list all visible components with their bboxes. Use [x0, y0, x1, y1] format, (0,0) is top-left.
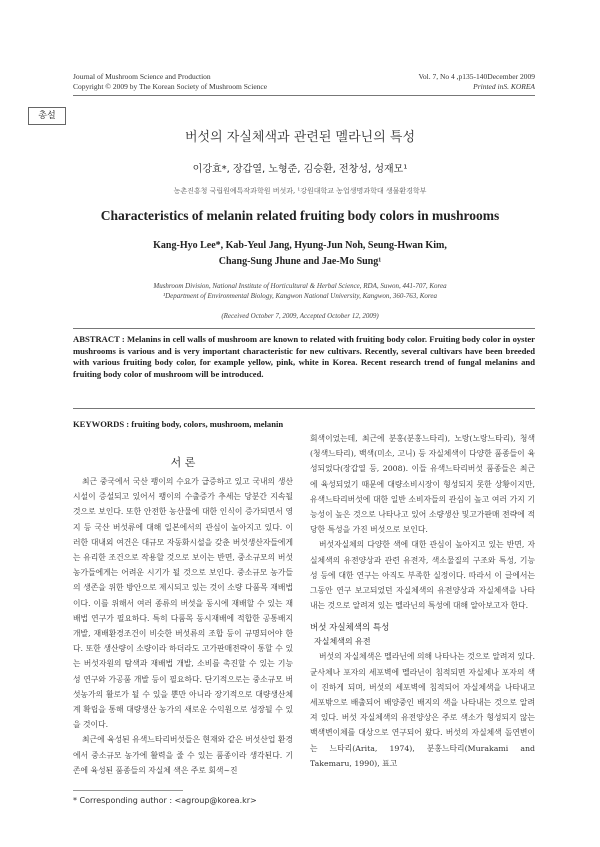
authors-english-line-1: Kang-Hyo Lee*, Kab-Yeul Jang, Hyung-Jun Noh, Seung-Hwan Kim, — [153, 240, 447, 251]
right-paragraph: 버섯의 자실체색은 멜라닌에 의해 나타나는 것으로 알려져 있다. 균사체나 포자의 세포벽에 멜라닌이 침적되면 자실체나 포자의 색이 진하게 되며, 버섯의 세포벽에 침적되어 자실체색을 나타내고 세포밖으로 배출되어 배양중인 배지의 색을 나타내는 것으로 알려져 있다. 버섯 자실체색의 유전양상은 주로 색소가 형성되지 않는 백색변이체를 대상으로 연구되어 왔다. 버섯의 자실체색 돌연변이는 느타리(Arita, 1974), 분홍느타리(Murakami and Takemaru, 1990), 표고 — [310, 652, 535, 768]
section-heading: 버섯 자실체색의 특성 — [310, 623, 390, 634]
authors-english — [0, 238, 600, 270]
title-english: Characteristics of melanin related fruiting body colors in mushrooms — [100, 208, 500, 223]
printed-line: Printed inS. KOREA — [473, 82, 535, 91]
abstract-bottom-rule — [73, 408, 535, 409]
subsection-heading: 자실체색의 유전 — [314, 637, 371, 647]
right-paragraph: 버섯자실체의 다양한 색에 대한 관심이 높아지고 있는 반면, 자실체색의 유전양상과 관련 유전자, 색소물질의 구조와 특성, 기능성 등에 대한 연구는 아직도 부족한 실정이다. 따라서 이 글에서는 그동안 연구 보고되었던 자실체색의 유전양상과 자실체색을 나타내는 것으로 알려져 있는 멜라닌의 특성에 대해 알아보고자 한다. — [310, 540, 535, 611]
right-paragraph: 회색이었는데, 최근에 분홍(분홍느타리), 노랑(노랑느타리), 청색(청색느타리), 백색(미소, 고니) 등 자실체색이 다양한 품종들이 육성되었다(장갑열 등, 2008). 이들 유색느타리버섯 품종들은 최근에 육성되었기 때문에 대량소비시장이 형성되지 못한 상황이지만, 유색느타리버섯에 대한 일반 소비자들의 관심이 높고 여러 가지 기능성이 높은 것으로 나타나고 있어 소량생산 및고가판매 전략에 적당한 특성을 가진 버섯으로 보인다. — [310, 434, 535, 535]
abstract-top-rule — [73, 328, 535, 329]
title-korean: 버섯의 자실체색과 관련된 멜라닌의 특성 — [184, 130, 415, 145]
left-paragraph: 최근에 육성된 유색느타리버섯들은 현재와 같은 버섯산업 환경에서 중소규모 농가에 활력을 줄 수 있는 품종이라 생각된다. 기존에 육성된 품종들의 자실체 색은 주로 회색~진 — [73, 735, 293, 775]
volume-line: Vol. 7, No 4 ,p135-140December 2009 — [418, 72, 535, 81]
affiliation-english-line-1: Mushroom Division, National Institute of Horticultural & Herbal Science, RDA, Suwon, 441-707, Korea — [153, 282, 447, 290]
copyright-line: Copyright © 2009 by The Korean Society of Mushroom Science — [73, 82, 268, 91]
affiliation-english-line-2: ¹Department of Environmental Biology, Kangwon National University, Kangwon, 360-763, Korea — [163, 292, 437, 300]
article-type-badge: 총설 — [28, 107, 66, 125]
journal-name: Journal of Mushroom Science and Production — [73, 72, 211, 81]
affiliation-english — [0, 281, 600, 301]
left-paragraph: 최근 중국에서 국산 팽이의 수요가 급증하고 있고 국내의 생산시설이 증설되고 있어서 팽이의 수출증가 추세는 당분간 지속될 것으로 보인다. 또한 안전한 농산물에 대한 인식이 증가되면서 영지 등 국산 버섯류에 대해 일본에서의 관심이 높아지고 있다. 이러한 대내외 여건은 대규모 자동화시설을 갖춘 버섯생산자들에게는 유리한 조건으로 작용할 것으로 보이는 반면, 중소규모의 버섯농가들에게는 어려운 시기가 될 것으로 보인다. 중소규모 농가들의 생존을 위한 방안으로 제시되고 있는 것이 소량 다품목 재배법이다. 이를 위해서 여러 종류의 버섯을 동시에 재배할 수 있는 재배법 연구가 필요하다. 특히 다품목 동시재배에 적합한 공통배지 개발, 재배환경조건이 비슷한 버섯류의 조합 등이 규명되어야 한다. 또한 생산량이 소량이라 하더라도 고가판매전략이 통할 수 있는 버섯자원의 탐색과 재배법 개발, 소비를 촉진할 수 있는 기능성 연구와 가공품 개발 등이 필요하다. 단기적으로는 중소규모 버섯농가의 활로가 될 수 있을 뿐만 아니라 장기적으로 대량생산체계 확립을 통해 대량생산 농가의 새로운 수익원으로 성장될 수 있을 것이다. — [73, 477, 293, 730]
keywords: KEYWORDS : fruiting body, colors, mushroom, melanin — [73, 419, 284, 429]
received-dates: (Received October 7, 2009, Accepted October 12, 2009) — [221, 312, 379, 320]
abstract: ABSTRACT : Melanins in cell walls of mushroom are known to related with fruiting body color. Fruiting body color in oyster mushrooms is various and is very important characteristic for new cultivars. Recently, several cultivars have been breeded with various fruiting body color, for example yellow, pink, white in Korea. Recent research trend of fungal melanins and fruiting body color of mushroom will be introduced. — [73, 334, 535, 379]
affiliation-korean: 농촌진흥청 국립원예특작과학원 버섯과, ¹강원대학교 농업생명과학대 생물환경학부 — [173, 187, 427, 195]
authors-korean: 이강효*, 장갑열, 노형준, 김승환, 전창성, 성재모¹ — [192, 164, 408, 175]
section-introduction-title: 서 론 — [170, 456, 196, 469]
corresponding-author-footnote: * Corresponding author : <agroup@korea.kr> — [73, 796, 257, 805]
authors-english-line-2: Chang-Sung Jhune and Jae-Mo Sung¹ — [218, 256, 382, 267]
header-rule — [73, 95, 535, 96]
left-column — [73, 474, 293, 778]
footnote-rule — [73, 790, 183, 791]
right-column — [310, 431, 535, 771]
